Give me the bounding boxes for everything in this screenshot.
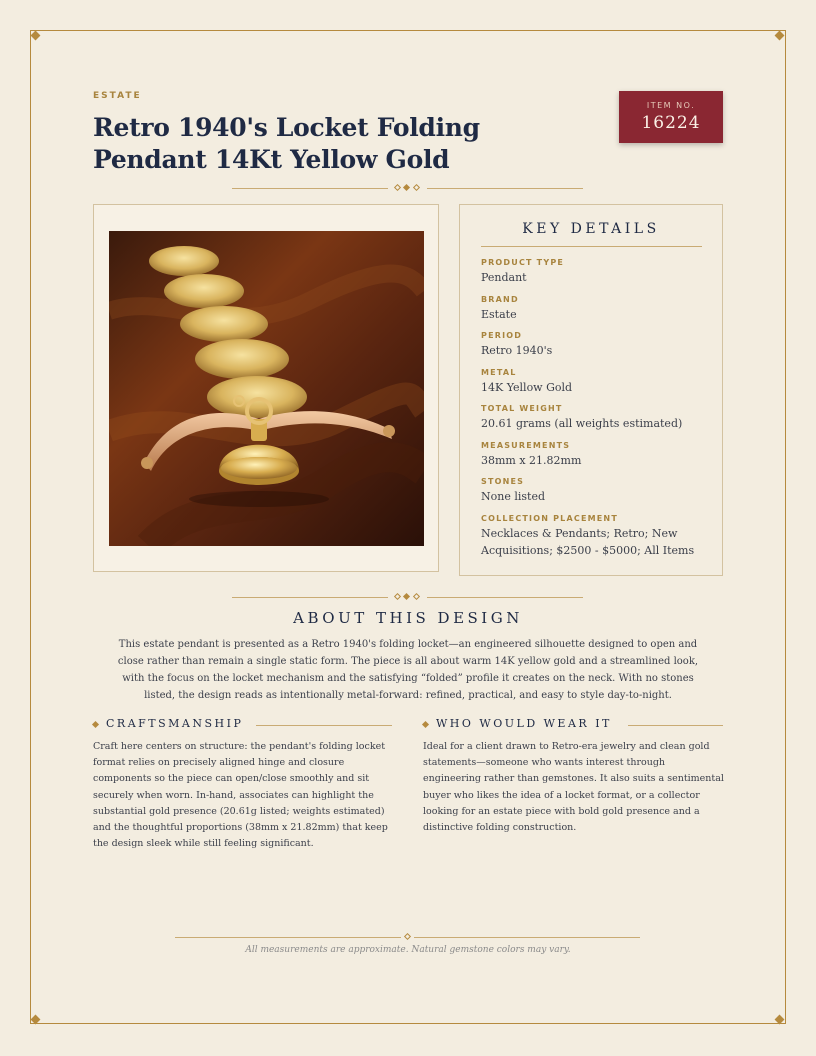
detail-value: Retro 1940's [481,344,553,357]
craftsmanship-body: Craft here centers on structure: the pendant's folding locket format relies on precisely aligned hinge and closure components so the piece can open/close smoothly and sit securely when worn. In-hand, associates can highlight the substantial gold presence (20.61g listed; weights estimated) and the thoughtful proportions (38mm x 21.82mm) that keep the design sleek while still feeling significant. [93,741,388,850]
detail-value: None listed [481,490,545,503]
key-details-title: KEY DETAILS [522,221,660,237]
detail-label: MEASUREMENTS [481,441,571,450]
product-photo [109,231,424,546]
detail-value: Pendant [481,271,527,284]
detail-value: 14K Yellow Gold [481,381,573,394]
about-title: ABOUT THIS DESIGN [293,609,523,627]
detail-label: COLLECTION PLACEMENT [481,514,618,523]
detail-value: 38mm x 21.82mm [481,454,582,467]
who-would-wear-body: Ideal for a client drawn to Retro-era jewelry and clean gold statements—someone who wants interest through engineering rather than gemstones. It also suits a sentimental buyer who likes the idea of a locket format, or a collector looking for an estate piece with bold gold presence and a distinctive folding construction. [423,741,724,834]
detail-value: Estate [481,308,517,321]
detail-label: PRODUCT TYPE [481,258,565,267]
detail-label: TOTAL WEIGHT [481,404,563,413]
detail-value: Necklaces & Pendants; Retro; New Acquisitions; $2500 - $5000; All Items [481,527,695,557]
detail-label: STONES [481,477,525,486]
footer-note: All measurements are approximate. Natural gemstone colors may vary. [245,945,571,955]
detail-value: 20.61 grams (all weights estimated) [481,417,683,430]
detail-label: BRAND [481,295,519,304]
detail-label: PERIOD [481,331,523,340]
page-title: Retro 1940's Locket Folding Pendant 14Kt Yellow Gold [93,113,480,174]
detail-stones [481,476,711,505]
item-number-badge [619,91,723,143]
craftsmanship-title: CRAFTSMANSHIP [106,717,244,730]
detail-brand [481,294,711,323]
detail-product-type [481,257,711,286]
about-body: This estate pendant is presented as a Retro 1940's folding locket—an engineered silhouette designed to open and close rather than remain a single static form. The piece is all about warm 14K yellow gold and a streamlined look, with the focus on the locket mechanism and the satisfying “folded” profile it creates on the neck. With no stones listed, the design reads as intentionally metal-forward: refined, practical, and easy to style day-to-night. [117,639,699,701]
detail-metal [481,367,711,396]
brand-eyebrow: ESTATE [93,91,142,101]
detail-period [481,330,711,359]
item-number-value: 16224 [641,113,701,133]
who-would-wear-title: WHO WOULD WEAR IT [436,717,612,730]
detail-total-weight [481,403,711,432]
product-photo-frame [93,204,439,572]
item-number-label: ITEM NO. [646,101,696,110]
locket-pendant-image [109,231,424,546]
key-details-panel [459,204,723,576]
detail-measurements [481,440,711,469]
key-details-rule [481,246,702,247]
detail-collection-placement [481,513,711,559]
detail-label: METAL [481,368,517,377]
